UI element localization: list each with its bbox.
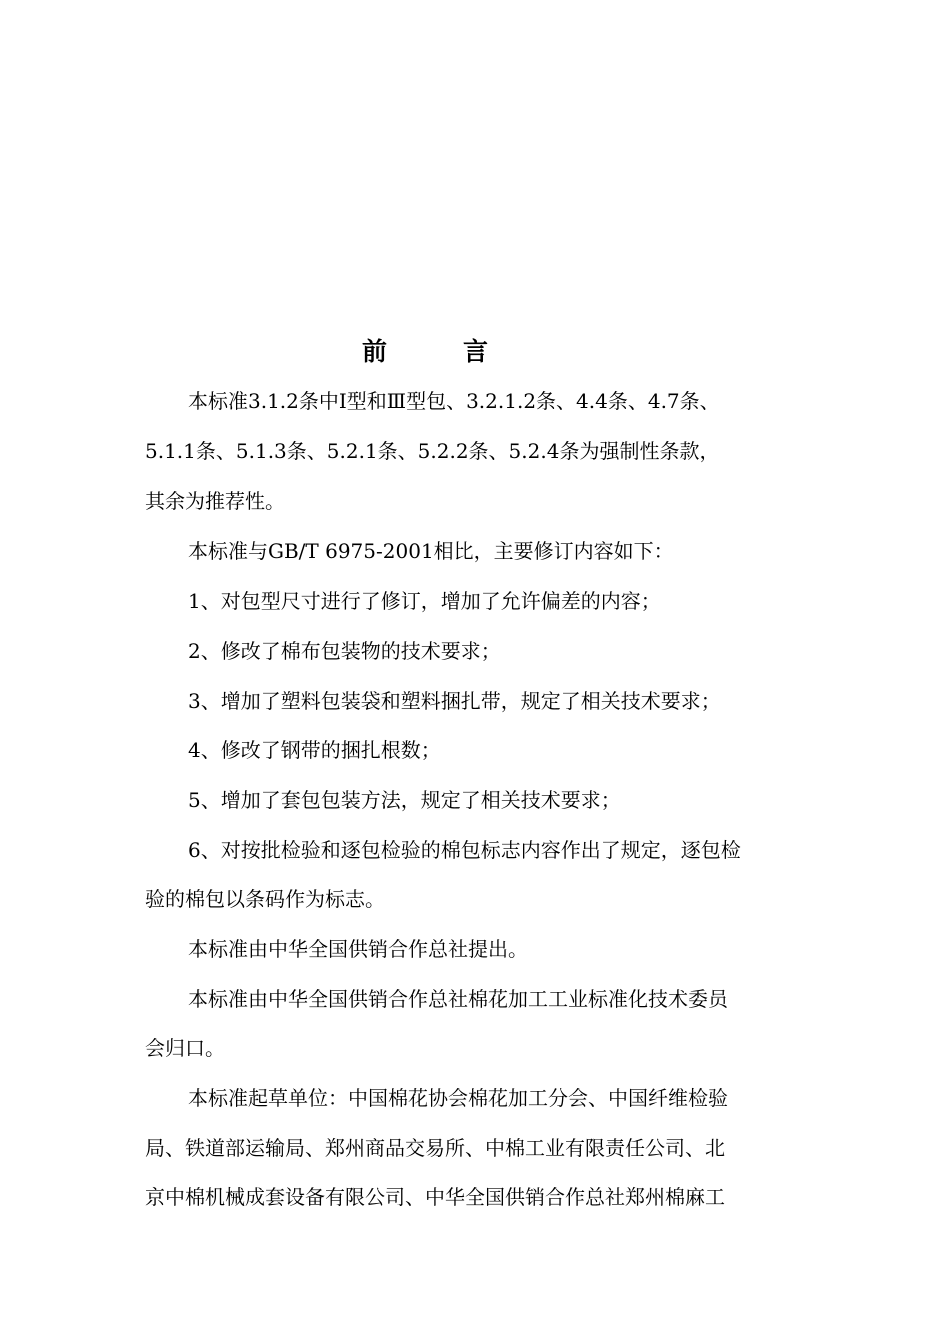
list-item: 2、修改了棉布包装物的技术要求；: [188, 639, 501, 663]
paragraph-line: 本标准由中华全国供销合作总社棉花加工工业标准化技术委员: [188, 987, 728, 1011]
title-char-yan: 言: [463, 337, 489, 366]
paragraph-line: 会归口。: [145, 1036, 225, 1060]
paragraph-line: 5.1.1条、5.1.3条、5.2.1条、5.2.2条、5.2.4条为强制性条款，: [145, 439, 720, 463]
paragraph-line: 局、铁道部运输局、郑州商品交易所、中棉工业有限责任公司、北: [145, 1136, 725, 1160]
list-item: 3、增加了塑料包装袋和塑料捆扎带，规定了相关技术要求；: [188, 689, 721, 713]
list-item: 6、对按批检验和逐包检验的棉包标志内容作出了规定，逐包检: [188, 838, 741, 862]
title-char-qian: 前: [362, 337, 388, 366]
paragraph-line: 本标准与GB/T 6975-2001相比，主要修订内容如下：: [188, 539, 674, 563]
paragraph-line: 验的棉包以条码作为标志。: [145, 887, 385, 911]
list-item: 4、修改了钢带的捆扎根数；: [188, 738, 441, 762]
foreword-title: [0, 332, 950, 372]
list-item: 1、对包型尺寸进行了修订，增加了允许偏差的内容；: [188, 589, 661, 613]
paragraph-line: 本标准3.1.2条中Ⅰ型和Ⅲ型包、3.2.1.2条、4.4条、4.7条、: [188, 389, 720, 413]
paragraph-line: 其余为推荐性。: [145, 489, 285, 513]
paragraph-line: 京中棉机械成套设备有限公司、中华全国供销合作总社郑州棉麻工: [145, 1185, 725, 1209]
paragraph-line: 本标准由中华全国供销合作总社提出。: [188, 937, 528, 961]
list-item: 5、增加了套包包装方法，规定了相关技术要求；: [188, 788, 621, 812]
paragraph-line: 本标准起草单位：中国棉花协会棉花加工分会、中国纤维检验: [188, 1086, 728, 1110]
